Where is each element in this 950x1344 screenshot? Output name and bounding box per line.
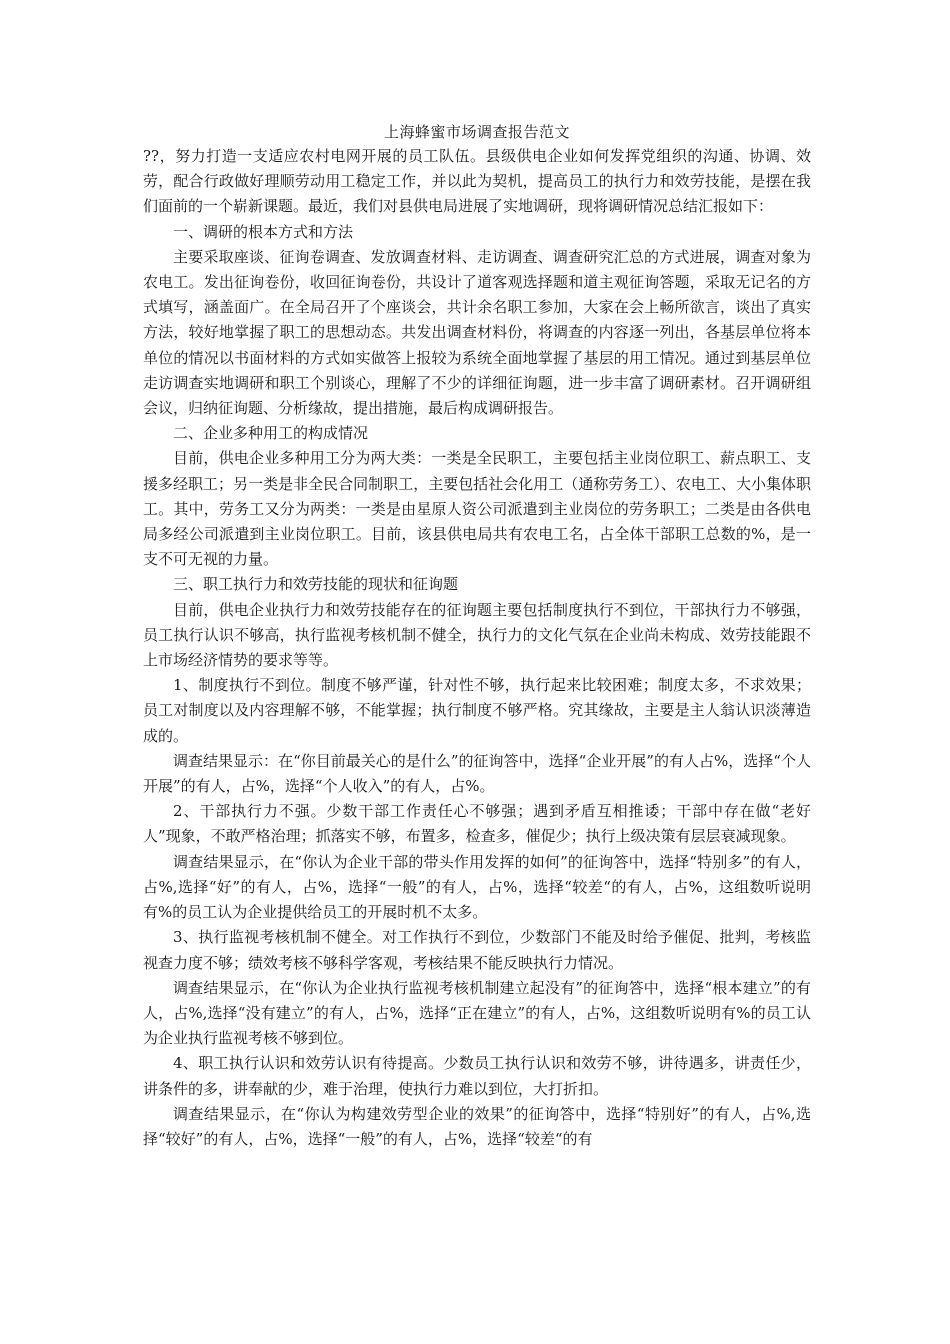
paragraph: 2、干部执行力不强。少数干部工作责任心不够强；遇到矛盾互相推诿；干部中存在做“老好人”现象，不敢严格治理；抓落实不够，布置多，检查多，催促少；执行上级决策有层层衰减现象。 (143, 802, 811, 846)
document-page (143, 122, 811, 1152)
document-body (143, 144, 811, 1152)
paragraph: 目前，供电企业执行力和效劳技能存在的征询题主要包括制度执行不到位，干部执行力不够强，员工执行认识不够高，执行监视考核机制不健全，执行力的文化气氛在企业尚未构成、效劳技能跟不上市场经济情势的要求等等。 (143, 600, 811, 670)
paragraph: 调查结果显示，在“你认为企业执行监视考核机制建立起没有”的征询答中，选择“根本建立”的有人，占%,选择“没有建立”的有人，占%，选择“正在建立”的有人，占%，这组数听说明有%的员工认为企业执行监视考核不够到位。 (143, 978, 811, 1048)
paragraph: ??，努力打造一支适应农村电网开展的员工队伍。县级供电企业如何发挥党组织的沟通、协调、效劳，配合行政做好理顺劳动用工稳定工作，并以此为契机，提高员工的执行力和效劳技能，是摆在我们面前的一个崭新课题。最近，我们对县供电局进展了实地调研，现将调研情况总结汇报如下： (143, 147, 811, 216)
paragraph: 4、职工执行认识和效劳认识有待提高。少数员工执行认识和效劳不够，讲待遇多，讲责任少，讲条件的多，讲奉献的少，难于治理，使执行力难以到位，大打折扣。 (143, 1054, 811, 1098)
paragraph: 三、职工执行力和效劳技能的现状和征询题 (173, 575, 459, 594)
paragraph: 3、执行监视考核机制不健全。对工作执行不到位，少数部门不能及时给予催促、批判，考核监视查力度不够；绩效考核不够科学客观，考核结果不能反映执行力情况。 (143, 928, 811, 972)
paragraph: 主要采取座谈、征询卷调查、发放调查材料、走访调查、调查研究汇总的方式进展，调查对象为农电工。发出征询卷份，收回征询卷份，共设计了道客观选择题和道主观征询答题，采取无记名的方式填写，涵盖面广。在全局召开了个座谈会，共计余名职工参加，大家在会上畅所欲言，谈出了真实方法，较好地掌握了职工的思想动态。共发出调查材料份，将调查的内容逐一列出，各基层单位将本单位的情况以书面材料的方式如实做答上报较为系统全面地掌握了基层的用工情况。通过到基层单位走访调查实地调研和职工个别谈心，理解了不少的详细征询题，进一步丰富了调研素材。召开调研组会议，归纳征询题、分析缘故，提出措施，最后构成调研报告。 (143, 247, 811, 418)
paragraph: 调查结果显示，在“你认为构建效劳型企业的效果”的征询答中，选择“特别好”的有人，占%,选择“较好”的有人，占%，选择“一般”的有人，占%，选择“较差“的有 (143, 1104, 811, 1148)
paragraph: 调查结果显示，在“你认为企业干部的带头作用发挥的如何”的征询答中，选择“特别多”的有人，占%,选择“好”的有人，占%，选择“一般”的有人，占%，选择“较差“的有人，占%，这组数听说明有%的员工认为企业提供给员工的开展时机不太多。 (143, 852, 811, 922)
document-title: 上海蜂蜜市场调查报告范文 (383, 123, 570, 141)
paragraph: 二、企业多种用工的构成情况 (173, 424, 369, 443)
paragraph: 调查结果显示：在“你目前最关心的是什么”的征询答中，选择“企业开展”的有人占%，选择“个人开展”的有人，占%，选择“个人收入”的有人，占%。 (143, 751, 811, 796)
paragraph: 1、制度执行不到位。制度不够严谨，针对性不够，执行起来比较困难；制度太多，不求效果；员工对制度以及内容理解不够，不能掌握；执行制度不够严格。究其缘故，主要是主人翁认识淡薄造成的。 (143, 676, 811, 745)
paragraph: 一、调研的根本方式和方法 (173, 222, 354, 241)
paragraph: 目前，供电企业多种用工分为两大类：一类是全民职工，主要包括主业岗位职工、薪点职工、支援多经职工；另一类是非全民合同制职工，主要包括社会化用工（通称劳务工）、农电工、大小集体职工。其中，劳务工又分为两类：一类是由星原人资公司派遣到主业岗位的劳务职工；二类是由各供电局多经公司派遣到主业岗位职工。目前，该县供电局共有农电工名，占全体干部职工总数的%，是一支不可无视的力量。 (143, 449, 811, 569)
